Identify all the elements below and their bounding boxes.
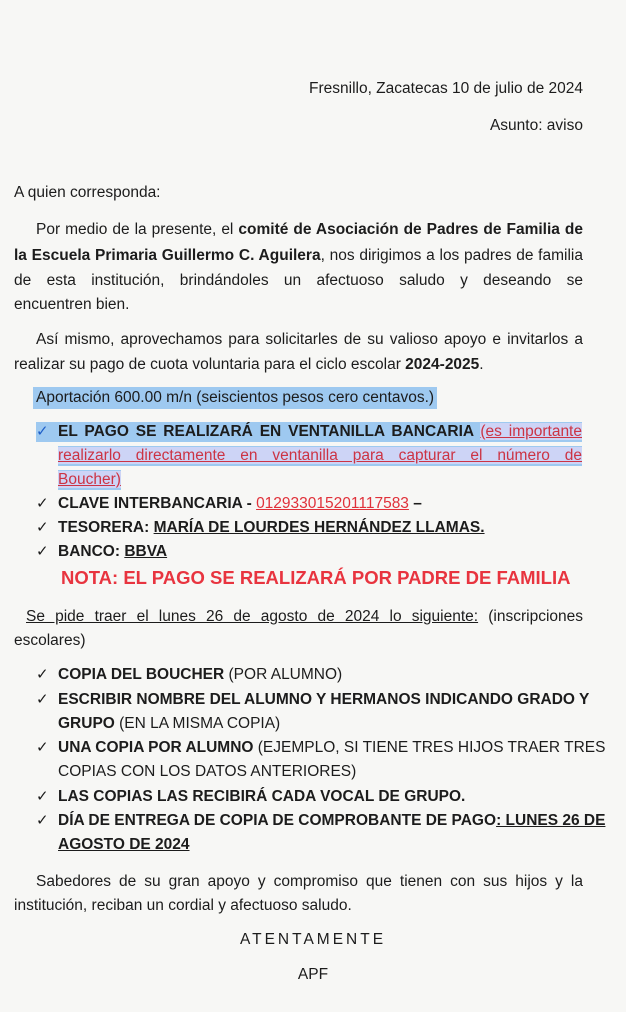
para1-line3: de esta institución, brindándoles un afectuoso saludo y deseando se	[14, 272, 583, 289]
check-icon: ✓	[36, 495, 49, 512]
requirement-5-line2: AGOSTO DE 2024	[58, 836, 190, 853]
para2-line2: realizar su pago de cuota voluntaria para el ciclo escolar 2024-2025.	[14, 356, 484, 373]
place-date: Fresnillo, Zacatecas 10 de julio de 2024	[309, 80, 583, 97]
requirement-1: ✓ COPIA DEL BOUCHER (POR ALUMNO)	[36, 666, 343, 683]
check-icon: ✓	[36, 739, 49, 756]
requirement-5-line1: ✓ DÍA DE ENTREGA DE COPIA DE COMPROBANTE DE PAGO: LUNES 26 DE	[36, 812, 606, 829]
para1-line4: encuentren bien.	[14, 296, 130, 313]
requirement-2-line2: GRUPO (EN LA MISMA COPIA)	[58, 715, 281, 732]
check-icon: ✓	[36, 666, 49, 683]
para2-line1: Así mismo, aprovechamos para solicitarles de su valioso apoyo e invitarlos a	[36, 331, 583, 348]
check-icon: ✓	[36, 812, 49, 829]
requirements-intro-line2: escolares)	[14, 632, 86, 649]
payment-item-tesorera: ✓ TESORERA: MARÍA DE LOURDES HERNÁNDEZ LLAMAS.	[36, 519, 485, 536]
para1-line2: la Escuela Primaria Guillermo C. Aguilera, nos dirigimos a los padres de familia	[14, 247, 583, 264]
signature-org: APF	[297, 966, 329, 983]
atentamente: ATENTAMENTE	[239, 931, 387, 948]
check-icon: ✓	[36, 788, 49, 805]
requirement-3-line1: ✓ UNA COPIA POR ALUMNO (EJEMPLO, SI TIENE TRES HIJOS TRAER TRES	[36, 739, 606, 756]
requirement-2-line1: ✓ ESCRIBIR NOMBRE DEL ALUMNO Y HERMANOS INDICANDO GRADO Y	[36, 691, 590, 708]
payment-item-1-line1: EL PAGO SE REALIZARÁ EN VENTANILLA BANCARIA (es importante	[58, 423, 582, 440]
requirements-intro-line1: Se pide traer el lunes 26 de agosto de 2024 lo siguiente: (inscripciones	[26, 608, 584, 625]
subject-line: Asunto: aviso	[489, 117, 583, 134]
check-icon: ✓	[36, 422, 58, 442]
requirement-3-line2: COPIAS CON LOS DATOS ANTERIORES)	[58, 763, 357, 780]
requirement-4: ✓ LAS COPIAS LAS RECIBIRÁ CADA VOCAL DE GRUPO.	[36, 788, 466, 805]
payment-item-1-line3: Boucher)	[58, 471, 121, 488]
check-icon: ✓	[36, 691, 49, 708]
check-icon: ✓	[36, 543, 49, 560]
aportacion-highlight: Aportación 600.00 m/n (seiscientos pesos cero centavos.)	[33, 387, 437, 409]
nota-warning: NOTA: EL PAGO SE REALIZARÁ POR PADRE DE FAMILIA	[61, 567, 571, 588]
para1-line1: Por medio de la presente, el comité de Asociación de Padres de Familia de	[36, 221, 583, 238]
payment-item-banco: ✓ BANCO: BBVA	[36, 543, 168, 560]
closing-line1: Sabedores de su gran apoyo y compromiso que tienen con sus hijos y la	[36, 873, 583, 890]
closing-line2: institución, reciban un cordial y afectuoso saludo.	[14, 897, 352, 914]
payment-item-1-line2: realizarlo directamente en ventanilla para capturar el número de	[58, 447, 582, 464]
greeting: A quien corresponda:	[14, 184, 161, 201]
payment-item-clave: ✓ CLAVE INTERBANCARIA - 012933015201117583 –	[36, 495, 422, 512]
check-icon: ✓	[36, 519, 49, 536]
